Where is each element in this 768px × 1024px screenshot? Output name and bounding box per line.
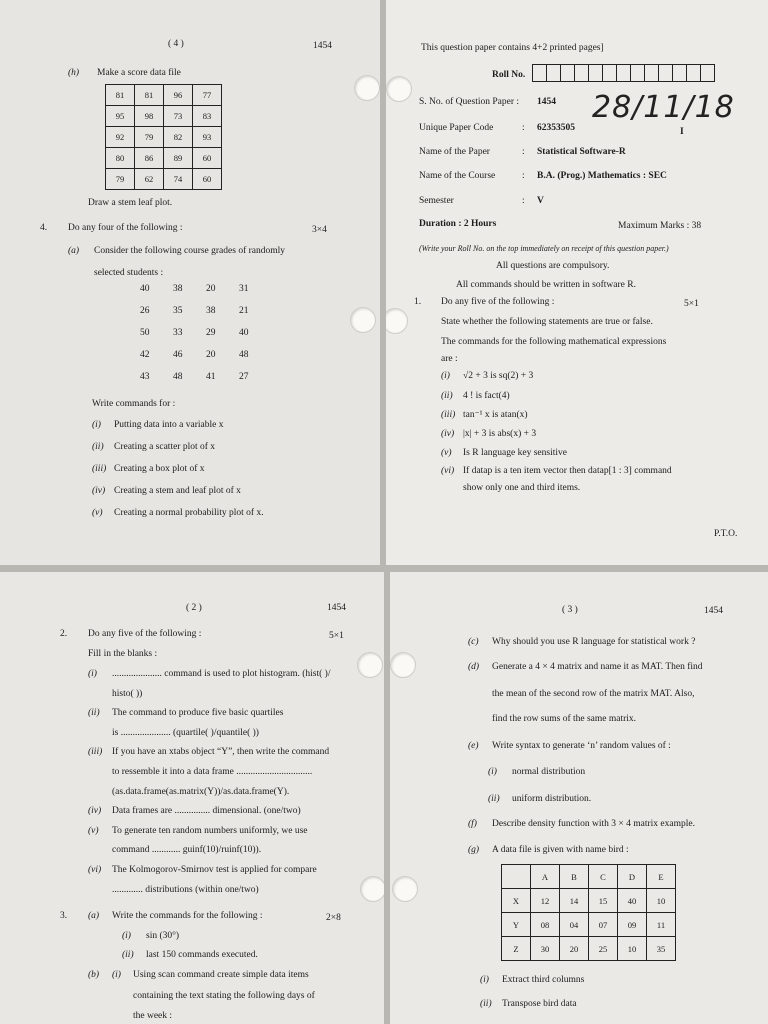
item-text: ............. distributions (within one/two) xyxy=(112,884,259,895)
item-text: last 150 commands executed. xyxy=(146,950,258,960)
item-label: (ii) xyxy=(92,442,104,452)
roll-box[interactable] xyxy=(546,64,561,82)
grade-cell: 27 xyxy=(239,372,249,382)
roll-box[interactable] xyxy=(644,64,659,82)
grade-cell: 42 xyxy=(140,350,150,360)
roll-box[interactable] xyxy=(686,64,701,82)
instruction: (Write your Roll No. on the top immediately on receipt of this question paper.) xyxy=(419,244,669,253)
item-label: (iv) xyxy=(441,429,455,439)
roll-box[interactable] xyxy=(588,64,603,82)
item-text: tan⁻¹ x is atan(x) xyxy=(463,410,528,420)
bird-cell: 35 xyxy=(647,937,676,961)
item-text: Creating a scatter plot of x xyxy=(114,442,216,452)
item-text: Consider the following course grades of randomly xyxy=(94,246,286,256)
question-text: Do any five of the following : xyxy=(88,629,202,639)
score-cell: 79 xyxy=(135,127,164,148)
item-text: the week : xyxy=(133,1011,173,1021)
question-text: Write the commands for the following : xyxy=(112,911,263,921)
item-label: (ii) xyxy=(441,391,453,401)
item-label: (d) xyxy=(468,662,480,672)
printed-pages-note: This question paper contains 4+2 printed pages] xyxy=(421,43,604,53)
item-text: Describe density function with 3 × 4 matrix example. xyxy=(492,819,695,829)
roll-number-boxes xyxy=(532,64,714,82)
item-text: The Kolmogorov-Smirnov test is applied for compare xyxy=(112,865,317,875)
bird-cell: 40 xyxy=(618,889,647,913)
grade-cell: 43 xyxy=(140,372,150,382)
item-text: histo( )) xyxy=(112,688,143,699)
score-cell: 81 xyxy=(106,85,135,106)
question-number: 4. xyxy=(40,223,48,233)
grade-cell: 20 xyxy=(206,284,216,294)
bird-cell xyxy=(502,865,531,889)
grade-cell: 29 xyxy=(206,328,216,338)
item-text: to ressemble it into a data frame ................................ xyxy=(112,767,313,777)
page-number: ( 3 ) xyxy=(562,605,578,615)
item-text: find the row sums of the same matrix. xyxy=(492,714,637,724)
item-text: show only one and third items. xyxy=(463,483,581,493)
maximum-marks: Maximum Marks : 38 xyxy=(618,221,702,231)
item-text: √2 + 3 is sq(2) + 3 xyxy=(463,371,534,381)
item-text: Why should you use R language for statistical work ? xyxy=(492,637,696,647)
item-label: (iii) xyxy=(92,464,107,474)
bird-cell: 10 xyxy=(647,889,676,913)
bird-cell: X xyxy=(502,889,531,913)
grade-cell: 38 xyxy=(206,306,216,316)
field-value: B.A. (Prog.) Mathematics : SEC xyxy=(537,171,667,181)
score-cell: 81 xyxy=(135,85,164,106)
field-value: 62353505 xyxy=(537,123,575,133)
score-cell: 73 xyxy=(164,106,193,127)
score-cell: 98 xyxy=(135,106,164,127)
item-label: (iii) xyxy=(441,410,456,420)
roll-box[interactable] xyxy=(672,64,687,82)
table-row xyxy=(502,865,676,889)
grade-cell: 48 xyxy=(173,372,183,382)
field-value: Statistical Software-R xyxy=(537,147,626,157)
item-label: (ii) xyxy=(122,950,134,960)
score-cell: 92 xyxy=(106,127,135,148)
table-row xyxy=(106,169,222,190)
item-text: ..................... command is used to plot histogram. (hist( )/ xyxy=(112,669,331,679)
bird-cell: B xyxy=(560,865,589,889)
item-label: (i) xyxy=(122,931,131,941)
item-label: (v) xyxy=(92,508,103,518)
item-text: selected students : xyxy=(94,268,164,278)
item-text: Creating a normal probability plot of x. xyxy=(114,508,264,518)
grade-cell: 31 xyxy=(239,284,249,294)
item-text: sin (30°) xyxy=(146,931,180,941)
item-text: uniform distribution. xyxy=(512,794,592,804)
item-label: (ii) xyxy=(480,999,492,1009)
grade-cell: 21 xyxy=(239,306,249,316)
paper-code: 1454 xyxy=(327,603,346,613)
field-colon: : xyxy=(522,123,525,133)
field-label: Name of the Paper xyxy=(419,147,490,157)
field-label: Unique Paper Code xyxy=(419,123,494,133)
item-label: (vi) xyxy=(88,865,102,875)
punch-hole xyxy=(350,307,376,333)
bird-cell: 11 xyxy=(647,913,676,937)
item-text: Data frames are ............... dimensional. (one/two) xyxy=(112,806,301,817)
item-text: containing the text stating the following days of xyxy=(133,991,315,1001)
item-label: (v) xyxy=(88,825,99,836)
grade-cell: 33 xyxy=(173,328,183,338)
item-label: (c) xyxy=(468,637,479,647)
item-label: (i) xyxy=(480,975,489,985)
score-cell: 79 xyxy=(106,169,135,190)
item-text: Make a score data file xyxy=(97,68,181,78)
bird-cell: D xyxy=(618,865,647,889)
item-text: Creating a box plot of x xyxy=(114,464,205,474)
item-label: (v) xyxy=(441,448,452,458)
bird-cell: 20 xyxy=(560,937,589,961)
punch-hole xyxy=(386,76,412,102)
field-colon: : xyxy=(522,147,525,157)
item-label: (i) xyxy=(92,420,101,430)
roll-box[interactable] xyxy=(560,64,575,82)
paper-code: 1454 xyxy=(313,41,332,51)
score-cell: 80 xyxy=(106,148,135,169)
item-label: (i) xyxy=(488,767,497,777)
grade-cell: 48 xyxy=(239,350,249,360)
score-cell: 74 xyxy=(164,169,193,190)
bird-cell: A xyxy=(531,865,560,889)
page-number: ( 4 ) xyxy=(168,39,184,49)
page-number: ( 2 ) xyxy=(186,603,202,613)
grade-cell: 35 xyxy=(173,306,183,316)
field-value: V xyxy=(537,196,544,206)
punch-hole xyxy=(386,308,408,334)
roll-box[interactable] xyxy=(616,64,631,82)
item-text: Extract third columns xyxy=(502,975,585,985)
question-line: State whether the following statements are true or false. xyxy=(441,317,653,327)
item-label: (f) xyxy=(468,819,477,829)
bird-cell: 15 xyxy=(589,889,618,913)
paper-code: 1454 xyxy=(704,606,723,616)
page-4 xyxy=(0,0,380,565)
item-text: Putting data into a variable x xyxy=(114,420,224,430)
question-marks: 5×1 xyxy=(684,299,699,309)
page-1-cover xyxy=(386,0,768,565)
item-text: 4 ! is fact(4) xyxy=(463,391,510,401)
write-commands: Write commands for : xyxy=(92,399,176,409)
score-cell: 82 xyxy=(164,127,193,148)
field-colon: : xyxy=(522,196,525,206)
handwritten-mark: I xyxy=(680,127,684,137)
item-text: Is R language key sensitive xyxy=(463,448,567,458)
score-cell: 96 xyxy=(164,85,193,106)
item-label: (a) xyxy=(88,911,100,921)
punch-hole xyxy=(360,876,384,902)
item-text: If datap is a ten item vector then datap[1 : 3] command xyxy=(463,466,672,476)
instruction-software: All commands should be written in software R. xyxy=(456,280,636,290)
bird-cell: 30 xyxy=(531,937,560,961)
item-label: (iv) xyxy=(88,806,102,817)
bird-cell: 14 xyxy=(560,889,589,913)
field-value: 1454 xyxy=(537,97,556,107)
item-text: Transpose bird data xyxy=(502,999,577,1009)
stem-instruction: Draw a stem leaf plot. xyxy=(88,198,173,208)
punch-hole xyxy=(390,652,416,678)
question-number: 3. xyxy=(60,911,68,921)
roll-box[interactable] xyxy=(602,64,617,82)
item-text: |x| + 3 is abs(x) + 3 xyxy=(463,429,537,439)
item-label: (b) xyxy=(88,970,100,980)
bird-cell: Z xyxy=(502,937,531,961)
item-label: (ii) xyxy=(88,708,100,719)
table-row xyxy=(502,889,676,913)
roll-box[interactable] xyxy=(630,64,645,82)
item-label: (e) xyxy=(468,741,479,751)
grade-cell: 46 xyxy=(173,350,183,360)
roll-box[interactable] xyxy=(658,64,673,82)
score-cell: 77 xyxy=(193,85,222,106)
score-table xyxy=(105,84,222,190)
question-line: are : xyxy=(441,354,458,364)
score-cell: 89 xyxy=(164,148,193,169)
question-line: The commands for the following mathematical expressions xyxy=(441,337,667,347)
bird-cell: 09 xyxy=(618,913,647,937)
item-text: Creating a stem and leaf plot of x xyxy=(114,486,241,496)
roll-box[interactable] xyxy=(532,64,547,82)
score-cell: 60 xyxy=(193,148,222,169)
bird-cell: 07 xyxy=(589,913,618,937)
item-text: To generate ten random numbers uniformly, we use xyxy=(112,825,308,836)
item-text: is ..................... (quartile( )/quantile( )) xyxy=(112,727,259,738)
bird-data-table xyxy=(501,864,676,961)
table-row xyxy=(106,127,222,148)
bird-cell: 25 xyxy=(589,937,618,961)
score-cell: 83 xyxy=(193,106,222,127)
item-label: (i) xyxy=(88,669,97,679)
item-text: A data file is given with name bird : xyxy=(492,845,629,855)
bird-cell: 10 xyxy=(618,937,647,961)
grade-cell: 20 xyxy=(206,350,216,360)
bird-cell: E xyxy=(647,865,676,889)
question-number: 2. xyxy=(60,629,68,639)
instruction-compulsory: All questions are compulsory. xyxy=(496,261,610,271)
field-label: Name of the Course xyxy=(419,171,496,181)
bird-cell: 08 xyxy=(531,913,560,937)
score-cell: 62 xyxy=(135,169,164,190)
question-text: Do any five of the following : xyxy=(441,297,555,307)
bird-cell: 04 xyxy=(560,913,589,937)
item-text: Write syntax to generate ‘n’ random values of : xyxy=(492,741,671,751)
item-text: normal distribution xyxy=(512,767,586,777)
item-label: (iii) xyxy=(88,747,103,758)
bird-cell: C xyxy=(589,865,618,889)
question-number: 1. xyxy=(414,297,422,307)
table-row xyxy=(502,937,676,961)
field-label: Semester xyxy=(419,196,454,206)
item-text: Using scan command create simple data items xyxy=(133,970,309,980)
item-label: (i) xyxy=(112,970,121,980)
table-row xyxy=(106,148,222,169)
pto: P.T.O. xyxy=(714,529,738,539)
table-row xyxy=(106,106,222,127)
roll-box[interactable] xyxy=(574,64,589,82)
item-text: If you have an xtabs object “Y”, then write the command xyxy=(112,747,330,758)
field-colon: : xyxy=(522,171,525,181)
item-label: (g) xyxy=(468,845,480,855)
grade-cell: 38 xyxy=(173,284,183,294)
grade-cell: 40 xyxy=(140,284,150,294)
question-marks: 3×4 xyxy=(312,225,327,235)
grade-cell: 50 xyxy=(140,328,150,338)
roll-label: Roll No. xyxy=(492,70,526,80)
score-cell: 86 xyxy=(135,148,164,169)
item-label: (ii) xyxy=(488,794,500,804)
item-label: (vi) xyxy=(441,466,455,476)
item-text: The command to produce five basic quartiles xyxy=(112,708,284,719)
item-text: command ............ guinf(10)/ruinf(10)). xyxy=(112,845,262,856)
grade-cell: 41 xyxy=(206,372,216,382)
table-row xyxy=(502,913,676,937)
item-text: Generate a 4 × 4 matrix and name it as MAT. Then find xyxy=(492,662,703,672)
item-text: (as.data.frame(as.matrix(Y))/as.data.frame(Y). xyxy=(112,786,290,797)
item-label: (iv) xyxy=(92,486,106,496)
bird-cell: Y xyxy=(502,913,531,937)
grade-cell: 40 xyxy=(239,328,249,338)
handwritten-date: 28/11/18 xyxy=(592,90,735,125)
question-marks: 5×1 xyxy=(329,631,344,641)
item-label: (i) xyxy=(441,371,450,381)
item-text: the mean of the second row of the matrix MAT. Also, xyxy=(492,689,695,699)
punch-hole xyxy=(354,75,380,101)
duration: Duration : 2 Hours xyxy=(419,219,497,229)
field-label: S. No. of Question Paper : xyxy=(419,97,520,107)
punch-hole xyxy=(357,652,383,678)
item-label: (a) xyxy=(68,246,80,256)
fill-blanks: Fill in the blanks : xyxy=(88,649,158,659)
question-text: Do any four of the following : xyxy=(68,223,183,233)
grade-cell: 26 xyxy=(140,306,150,316)
punch-hole xyxy=(392,876,418,902)
roll-box[interactable] xyxy=(700,64,715,82)
score-cell: 95 xyxy=(106,106,135,127)
page-2 xyxy=(0,572,384,1024)
question-marks: 2×8 xyxy=(326,913,341,923)
score-cell: 60 xyxy=(193,169,222,190)
page-3 xyxy=(390,572,768,1024)
table-row xyxy=(106,85,222,106)
score-cell: 93 xyxy=(193,127,222,148)
item-label: (h) xyxy=(68,68,80,78)
bird-cell: 12 xyxy=(531,889,560,913)
